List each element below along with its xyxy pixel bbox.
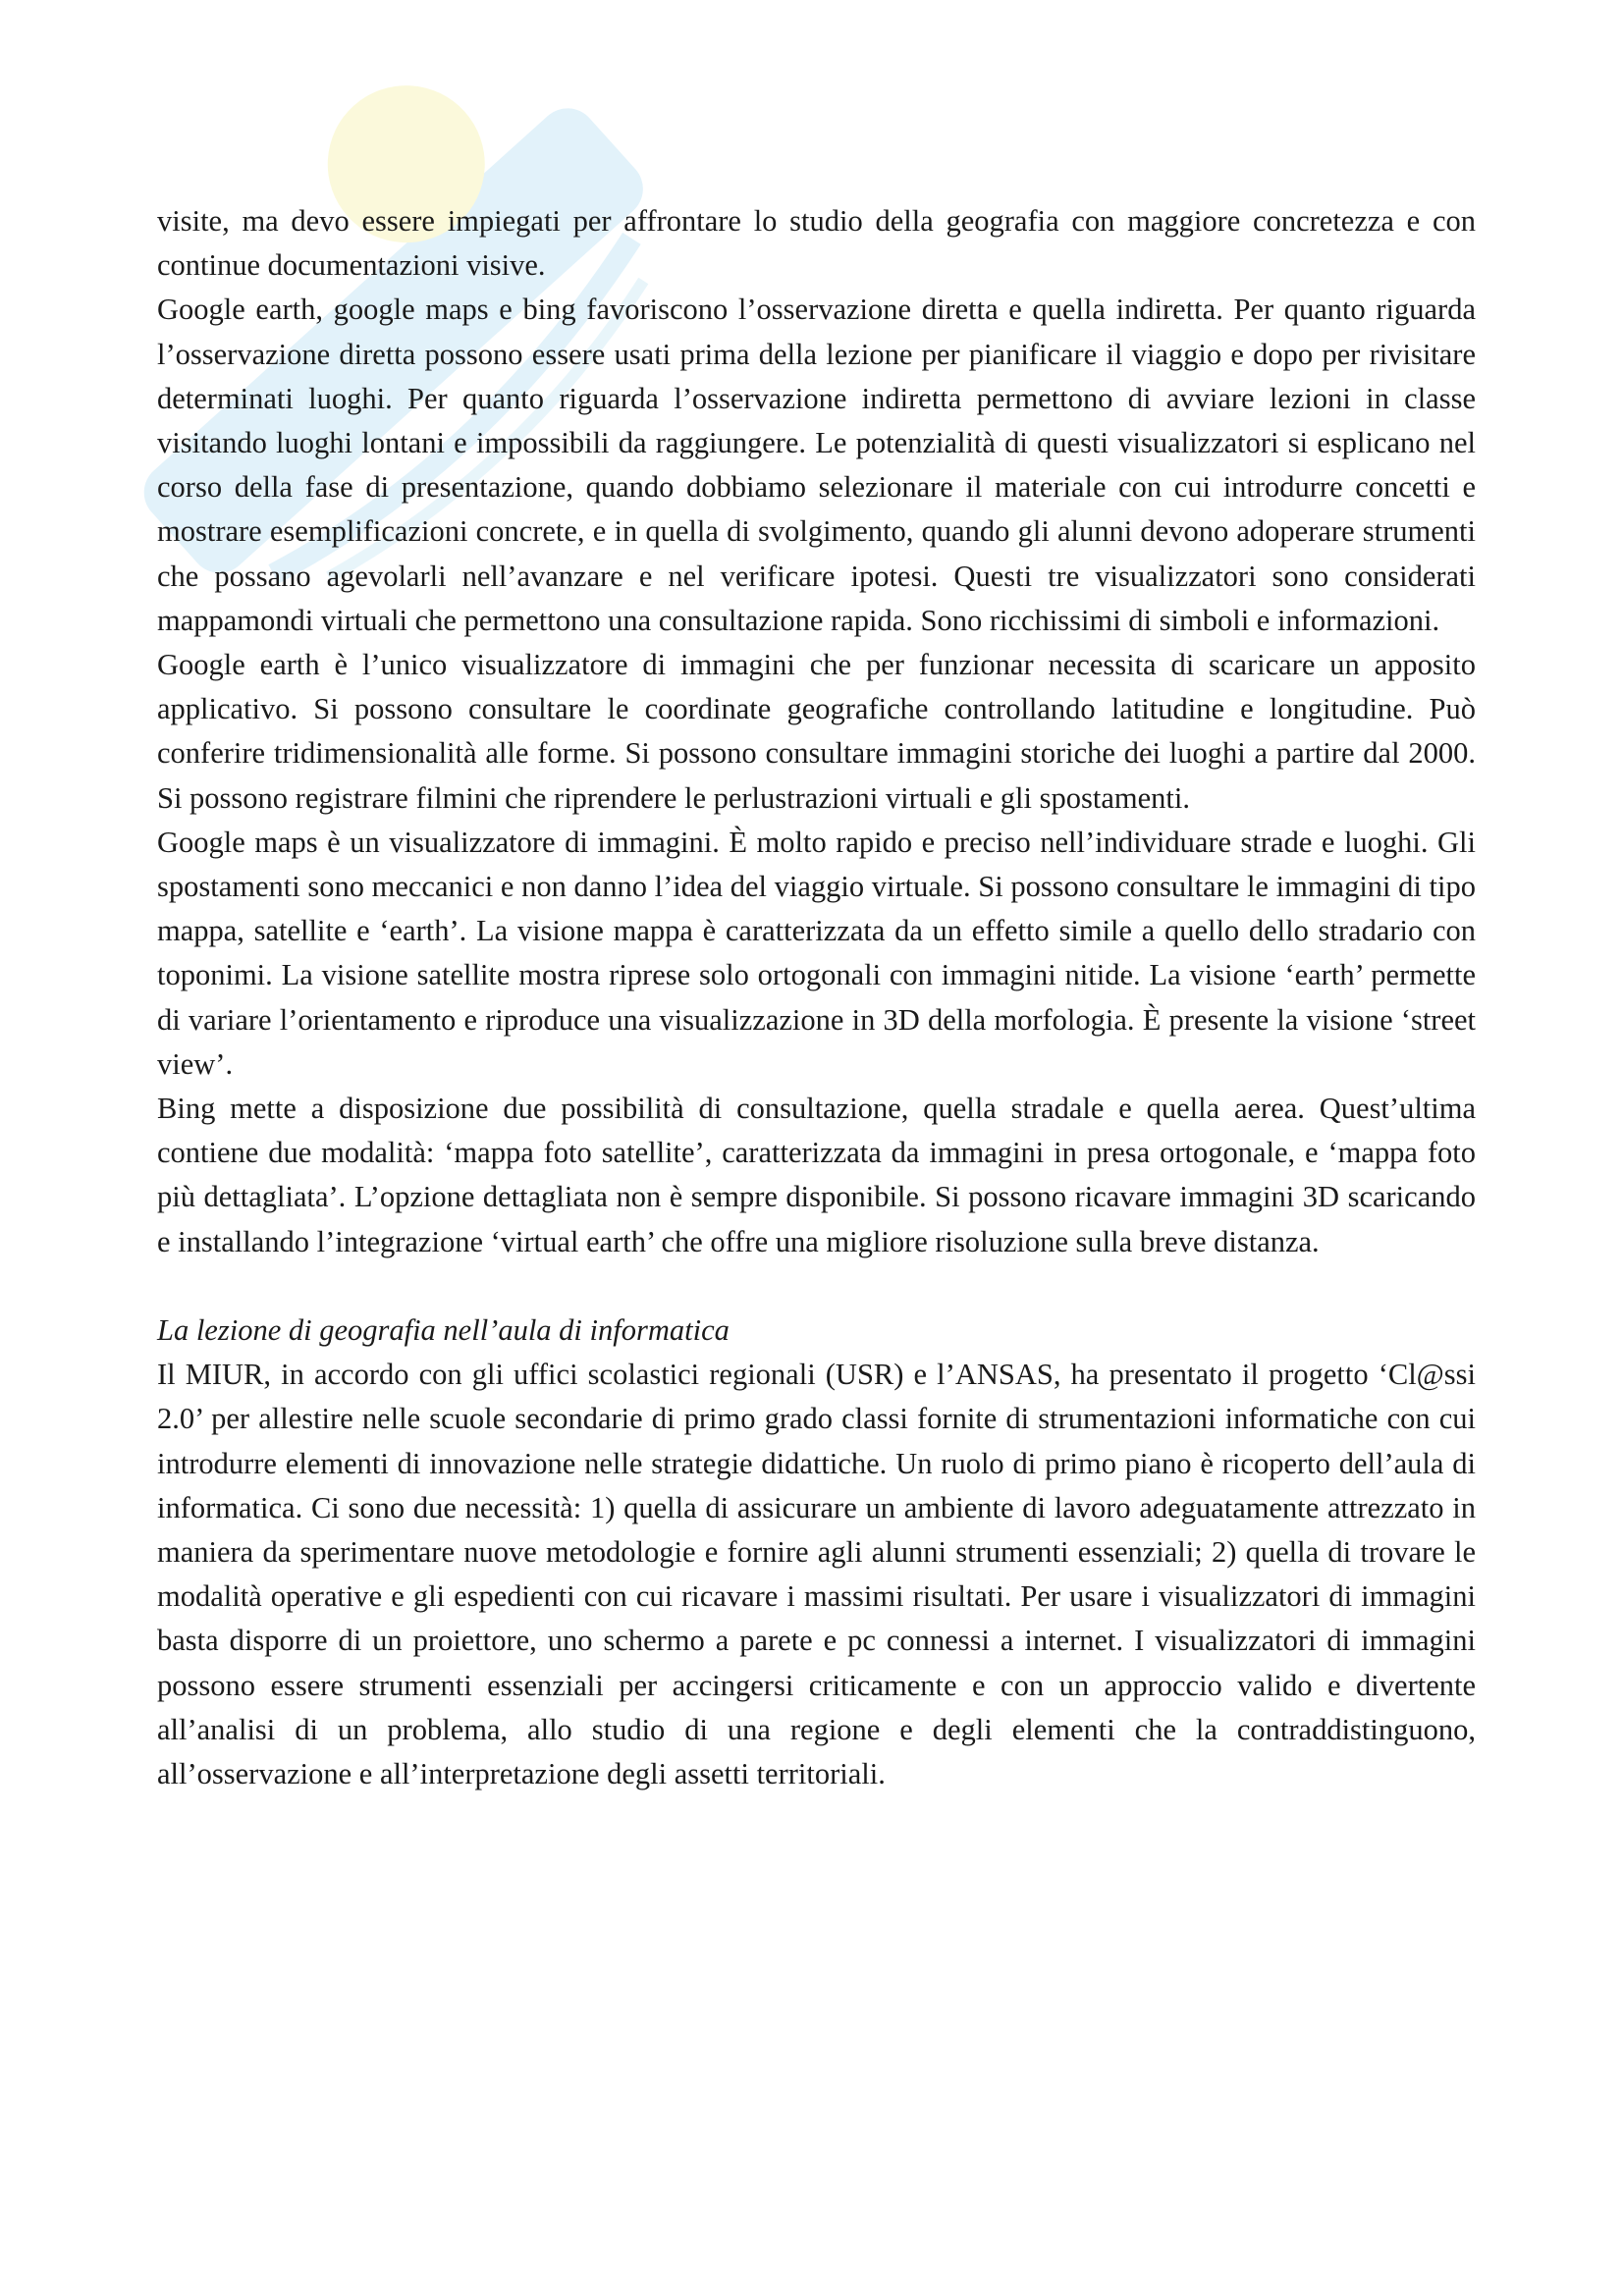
paragraph-computer-lab: Il MIUR, in accordo con gli uffici scolastici regionali (USR) e l’ANSAS, ha presentato il progetto ‘Cl@ssi 2.0’ per allestire nelle scuole secondarie di primo grado classi fornite di strumentazioni informatiche con cui introdurre elementi di innovazione nelle strategie didattiche. Un ruolo di primo piano è ricoperto dell’aula di informatica. Ci sono due necessità: 1) quella di assicurare un ambiente di lavoro adeguatamente attrezzato in maniera da sperimentare nuove metodologie e fornire agli alunni strumenti essenziali; 2) quella di trovare le modalità operative e gli espedienti con cui ricavare i massimi risultati. Per usare i visualizzatori di immagini basta disporre di un proiettore, uno schermo a parete e pc connessi a internet. I visualizzatori di immagini possono essere strumenti essenziali per accingersi criticamente e con un approccio valido e divertente all’analisi di un problema, allo studio di una regione e degli elementi che la contraddistinguono, all’osservazione e all’interpretazione degli assetti territoriali.: [157, 1358, 1476, 1791]
paragraph-google-earth: Google earth è l’unico visualizzatore di immagini che per funzionar necessita di scaricare un apposito applicativo. Si possono consultare le coordinate geografiche controllando latitudine e longitudine. Può conferire tridimensionalità alle forme. Si possono consultare immagini storiche dei luoghi a partire dal 2000. Si possono registrare filmini che riprendere le perlustrazioni virtuali e gli spostamenti.: [157, 648, 1476, 815]
document-body: [157, 199, 1476, 1796]
paragraph-viewers-overview: Google earth, google maps e bing favoriscono l’osservazione diretta e quella indiretta. Per quanto riguarda l’osservazione diretta possono essere usati prima della lezione per pianificare il viaggio e dopo per rivisitare determinati luoghi. Per quanto riguarda l’osservazione indiretta permettono di avviare lezioni in classe visitando luoghi lontani e impossibili da raggiungere. Le potenzialità di questi visualizzatori si esplicano nel corso della fase di presentazione, quando dobbiamo selezionare il materiale con cui introdurre concetti e mostrare esemplificazioni concrete, e in quella di svolgimento, quando gli alunni devono adoperare strumenti che possano agevolarli nell’avanzare e nel verificare ipotesi. Questi tre visualizzatori sono considerati mappamondi virtuali che permettono una consultazione rapida. Sono ricchissimi di simboli e informazioni.: [157, 293, 1476, 637]
section-heading: La lezione di geografia nell’aula di informatica: [157, 1313, 730, 1348]
paragraph-intro: visite, ma devo essere impiegati per affrontare lo studio della geografia con maggiore concretezza e con continue documentazioni visive.: [157, 204, 1476, 283]
paragraph-google-maps: Google maps è un visualizzatore di immagini. È molto rapido e preciso nell’individuare strade e luoghi. Gli spostamenti sono meccanici e non danno l’idea del viaggio virtuale. Si possono consultare le immagini di tipo mappa, satellite e ‘earth’. La visione mappa è caratterizzata da un effetto simile a quello dello stradario con toponimi. La visione satellite mostra riprese solo ortogonali con immagini nitide. La visione ‘earth’ permette di variare l’orientamento e riproduce una visualizzazione in 3D della morfologia. È presente la visione ‘street view’.: [157, 825, 1476, 1081]
paragraph-spacer: [157, 1264, 1476, 1308]
paragraph-bing: Bing mette a disposizione due possibilità di consultazione, quella stradale e quella aerea. Quest’ultima contiene due modalità: ‘mappa foto satellite’, caratterizzata da immagini in presa ortogonale, e ‘mappa foto più dettagliata’. L’opzione dettagliata non è sempre disponibile. Si possono ricavare immagini 3D scaricando e installando l’integrazione ‘virtual earth’ che offre una migliore risoluzione sulla breve distanza.: [157, 1092, 1476, 1258]
